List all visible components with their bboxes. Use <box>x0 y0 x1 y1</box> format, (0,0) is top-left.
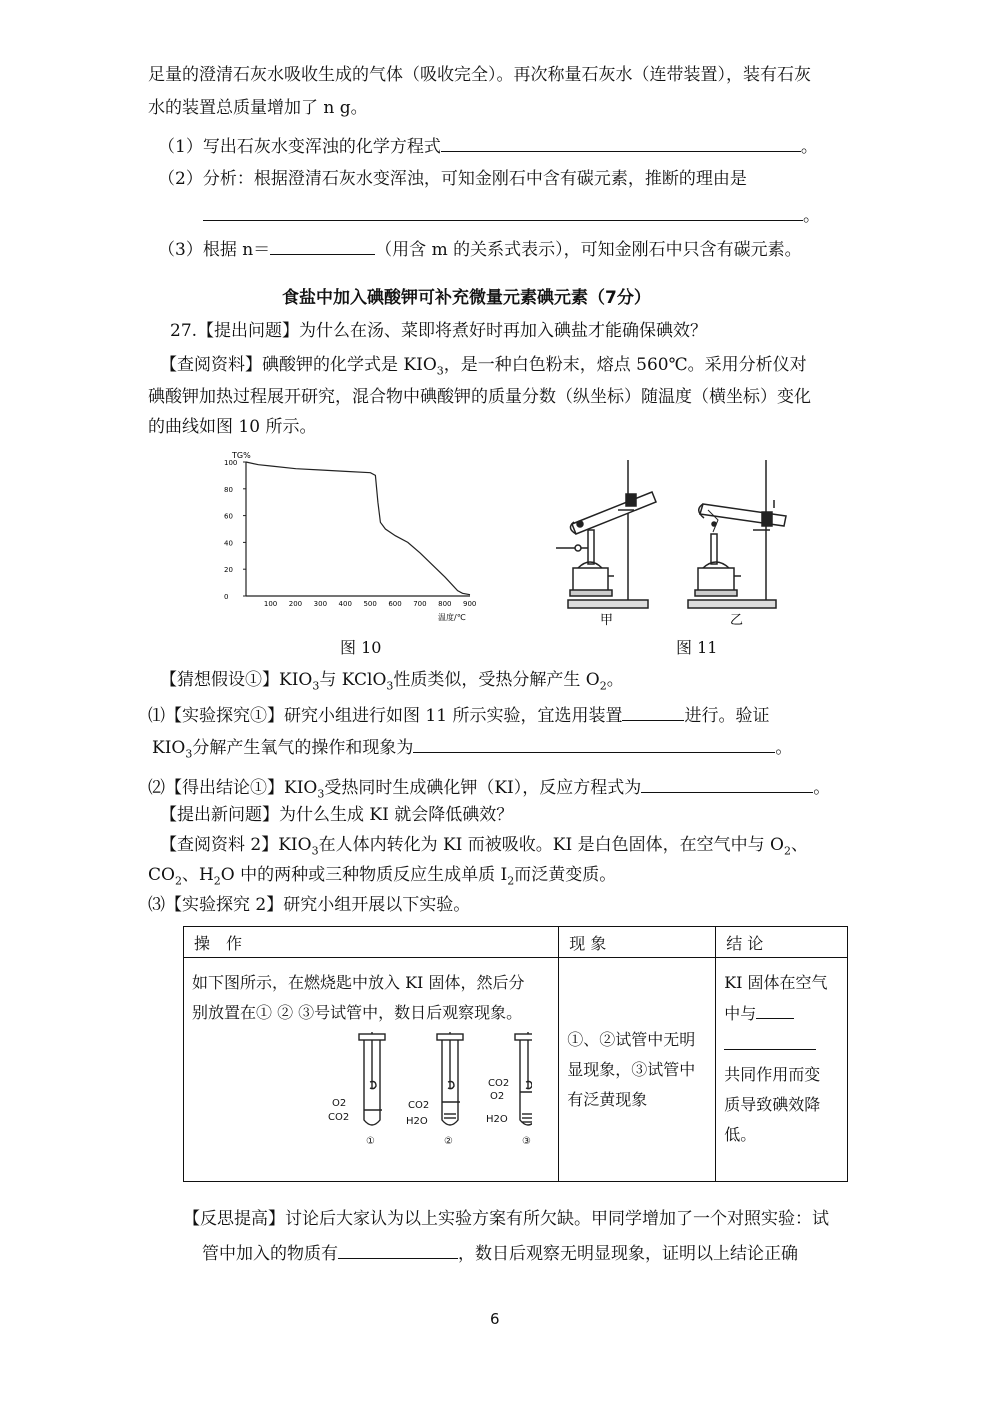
tube2-gas1: CO2 <box>408 1100 430 1111</box>
subscript: 3 <box>317 787 325 801</box>
subscript: 2 <box>213 874 221 888</box>
part2-text-a: ⑵【得出结论①】KIO <box>148 778 318 798</box>
q27-device-blank[interactable] <box>622 700 684 721</box>
q27-control-blank[interactable] <box>338 1238 458 1259</box>
q26-part1-blank[interactable] <box>441 131 801 152</box>
experiment-table <box>183 926 848 1182</box>
tube2-number: ② <box>444 1136 453 1147</box>
fig11-apparatus <box>548 452 808 628</box>
reflect-text-c: ，数日后观察无明显现象，证明以上结论正确 <box>458 1244 798 1264</box>
phenomenon-line-3: 有泛黄现象 <box>567 1089 648 1109</box>
conclusion-line-1: KI 固体在空气 <box>724 973 828 992</box>
fig10-xlabel: 温度/℃ <box>438 613 466 622</box>
apparatus-a <box>556 460 656 608</box>
q26-part1-label: （1）写出石灰水变浑浊的化学方程式 <box>158 137 441 157</box>
fig10-ytick-label: 60 <box>224 512 233 521</box>
material2-line2-text-b: 、H <box>181 865 214 885</box>
fig10-ytick-label: 80 <box>224 485 233 494</box>
conclusion-text: 中与 <box>724 1004 757 1023</box>
part1-line2-text-a: KIO <box>152 738 186 758</box>
table-header-row <box>184 927 848 958</box>
tube1-number: ① <box>366 1136 375 1147</box>
material2-line2-text-a: CO <box>148 865 175 885</box>
phenomenon-line-2: 显现象，③试管中 <box>567 1059 696 1079</box>
subscript: 3 <box>386 679 394 693</box>
subscript: 2 <box>599 679 607 693</box>
fig10-x-ticks <box>264 600 476 608</box>
part2-text-b: 受热同时生成碘化钾（KI），反应方程式为 <box>324 778 642 798</box>
material2-line2-text-d: 而泛黄变质。 <box>514 865 617 885</box>
material1-text-a: 【查阅资料】碘酸钾的化学式是 KIO <box>160 355 437 375</box>
q26-part3-label: （3）根据 n＝ <box>158 240 271 260</box>
hypothesis-text-a: 【猜想假设①】KIO <box>160 670 313 690</box>
fig10-xtick-label: 600 <box>388 600 402 608</box>
comma: 、 <box>790 835 808 855</box>
fig10-xtick-label: 100 <box>263 600 278 608</box>
material2-line2-text-c: O 中的两种或三种物质反应生成单质 I <box>220 865 508 885</box>
header-phenomenon: 现 象 <box>559 927 716 958</box>
conclusion-line-4: 质导致碘效降 <box>724 1095 821 1114</box>
hypothesis-text-b: 与 KClO <box>319 670 387 690</box>
conclusion-blank-1[interactable] <box>756 998 794 1019</box>
test-tubes-diagram <box>192 1028 532 1150</box>
fig10-ylabel: TG% <box>232 451 251 460</box>
conclusion-line-2 <box>724 998 839 1029</box>
conclusion-blank-2[interactable] <box>724 1029 816 1050</box>
tube1-gas2: CO2 <box>328 1112 350 1123</box>
fig10-ytick-label: 20 <box>224 566 233 575</box>
intro-line-1: 足量的澄清石灰水吸收生成的气体（吸收完全）。再次称量石灰水（连带装置），装有石灰 <box>148 65 811 85</box>
conclusion-line-3: 共同作用而变 <box>724 1065 821 1084</box>
conclusion-line-5: 低。 <box>724 1125 757 1144</box>
q27-hypothesis <box>160 667 624 693</box>
q27-oxygen-test-blank[interactable] <box>413 732 775 753</box>
fig10-xtick-label: 200 <box>288 600 303 608</box>
phenomenon-line-1: ①、②试管中无明 <box>567 1029 696 1049</box>
q27-question: 27.【提出问题】为什么在汤、菜即将煮好时再加入碘盐才能确保碘效？ <box>170 321 708 341</box>
material2-text-a: 【查阅资料 2】KIO <box>160 835 312 855</box>
subscript: 3 <box>312 679 320 693</box>
fig10-xtick-label: 300 <box>313 600 328 608</box>
hypothesis-text-c: 性质类似，受热分解产生 O <box>393 670 600 690</box>
q26-part1 <box>158 131 818 160</box>
q27-material1-line1 <box>160 352 807 378</box>
fig10-y-ticks <box>224 459 246 601</box>
subscript: 2 <box>174 874 182 888</box>
tube3-number: ③ <box>522 1136 531 1147</box>
tube3-gas2: O2 <box>490 1091 505 1102</box>
q26-part3-tail: （用含 m 的关系式表示），可知金刚石中只含有碳元素。 <box>375 240 802 260</box>
q27-material2-line2 <box>148 862 616 888</box>
tube3-gas3: H2O <box>486 1114 508 1125</box>
header-operation: 操 作 <box>184 927 559 958</box>
material1-text-b: ，是一种白色粉末，熔点 560℃。采用分析仪对 <box>443 355 807 375</box>
q27-reflect-line1: 【反思提高】讨论后大家认为以上实验方案有所欠缺。甲同学增加了一个对照实验：试 <box>183 1209 829 1229</box>
q27-part1-line1 <box>148 700 769 729</box>
q27-material1-line3: 的曲线如图 10 所示。 <box>148 417 317 437</box>
fig10-xtick-label: 900 <box>463 600 477 608</box>
tube1-gas1: O2 <box>332 1098 347 1109</box>
fig10-xtick-label: 500 <box>363 600 377 608</box>
table-row <box>184 958 848 1182</box>
tube2-gas2: H2O <box>406 1116 428 1127</box>
q26-part3-blank[interactable] <box>270 234 375 255</box>
q26-part2-answer <box>203 200 820 229</box>
conclusion-cell <box>716 958 848 1182</box>
subscript: 2 <box>783 844 791 858</box>
fig10-xtick-label: 700 <box>413 600 427 608</box>
part1-line2-text-b: 分解产生氧气的操作和现象为 <box>192 738 414 758</box>
fig11-label-a: 甲 <box>600 613 614 628</box>
page-number: 6 <box>490 1310 500 1328</box>
conclusion-blank-row <box>724 1029 839 1060</box>
fig10-curve-line <box>246 462 470 595</box>
fig10-xtick-label: 400 <box>338 600 352 608</box>
period: 。 <box>775 738 793 758</box>
q26-part2: （2）分析：根据澄清石灰水变浑浊，可知金刚石中含有碳元素，推断的理由是 <box>158 169 747 189</box>
q27-reflect-line2 <box>202 1238 798 1267</box>
q27-part2 <box>148 772 830 801</box>
period: 。 <box>813 778 831 798</box>
fig10-ytick-label: 40 <box>224 539 233 548</box>
subscript: 3 <box>311 844 319 858</box>
section-title: 食盐中加入碘酸钾可补充微量元素碘元素（7分） <box>282 288 651 308</box>
fig10-xtick-label: 800 <box>438 600 452 608</box>
tube3-gas1: CO2 <box>488 1078 510 1089</box>
q26-part2-end: 。 <box>803 206 820 226</box>
part1-text-a: ⑴【实验探究①】研究小组进行如图 11 所示实验，宜选用装置 <box>148 706 623 726</box>
q27-part3: ⑶【实验探究 2】研究小组开展以下实验。 <box>148 895 471 915</box>
fig11-label-b: 乙 <box>730 613 744 628</box>
subscript: 3 <box>185 747 193 761</box>
subscript: 2 <box>507 874 515 888</box>
fig10-chart <box>220 448 480 626</box>
operation-cell <box>184 958 559 1182</box>
reflect-text-b: 管中加入的物质有 <box>202 1244 338 1264</box>
q26-part2-blank[interactable] <box>203 200 803 221</box>
period: 。 <box>606 670 624 690</box>
operation-line-2: 别放置在① ② ③号试管中，数日后观察现象。 <box>192 1003 523 1022</box>
apparatus-b <box>688 460 786 608</box>
q26-part3 <box>158 234 802 263</box>
operation-line-1: 如下图所示，在燃烧匙中放入 KI 固体，然后分 <box>192 973 525 992</box>
q27-part1-line2 <box>152 732 792 761</box>
fig10-caption: 图 10 <box>340 638 382 657</box>
subscript: 3 <box>436 364 444 378</box>
phenomenon-cell <box>559 958 716 1182</box>
fig10-ytick-label: 100 <box>224 459 238 467</box>
intro-line-2: 水的装置总质量增加了 n g。 <box>148 98 368 118</box>
q27-material1-line2: 碘酸钾加热过程展开研究，混合物中碘酸钾的质量分数（纵坐标）随温度（横坐标）变化 <box>148 387 811 407</box>
fig11-caption: 图 11 <box>676 638 718 657</box>
fig10-ytick-label: 0 <box>224 593 229 601</box>
q27-material2-line1 <box>160 832 808 858</box>
q26-part1-end: 。 <box>800 137 818 157</box>
header-conclusion: 结 论 <box>716 927 848 958</box>
q27-new-question: 【提出新问题】为什么生成 KI 就会降低碘效？ <box>160 805 514 825</box>
part1-text-b: 进行。验证 <box>684 706 770 726</box>
material2-text-b: 在人体内转化为 KI 而被吸收。KI 是白色固体，在空气中与 O <box>318 835 784 855</box>
q27-equation-blank[interactable] <box>641 772 813 793</box>
